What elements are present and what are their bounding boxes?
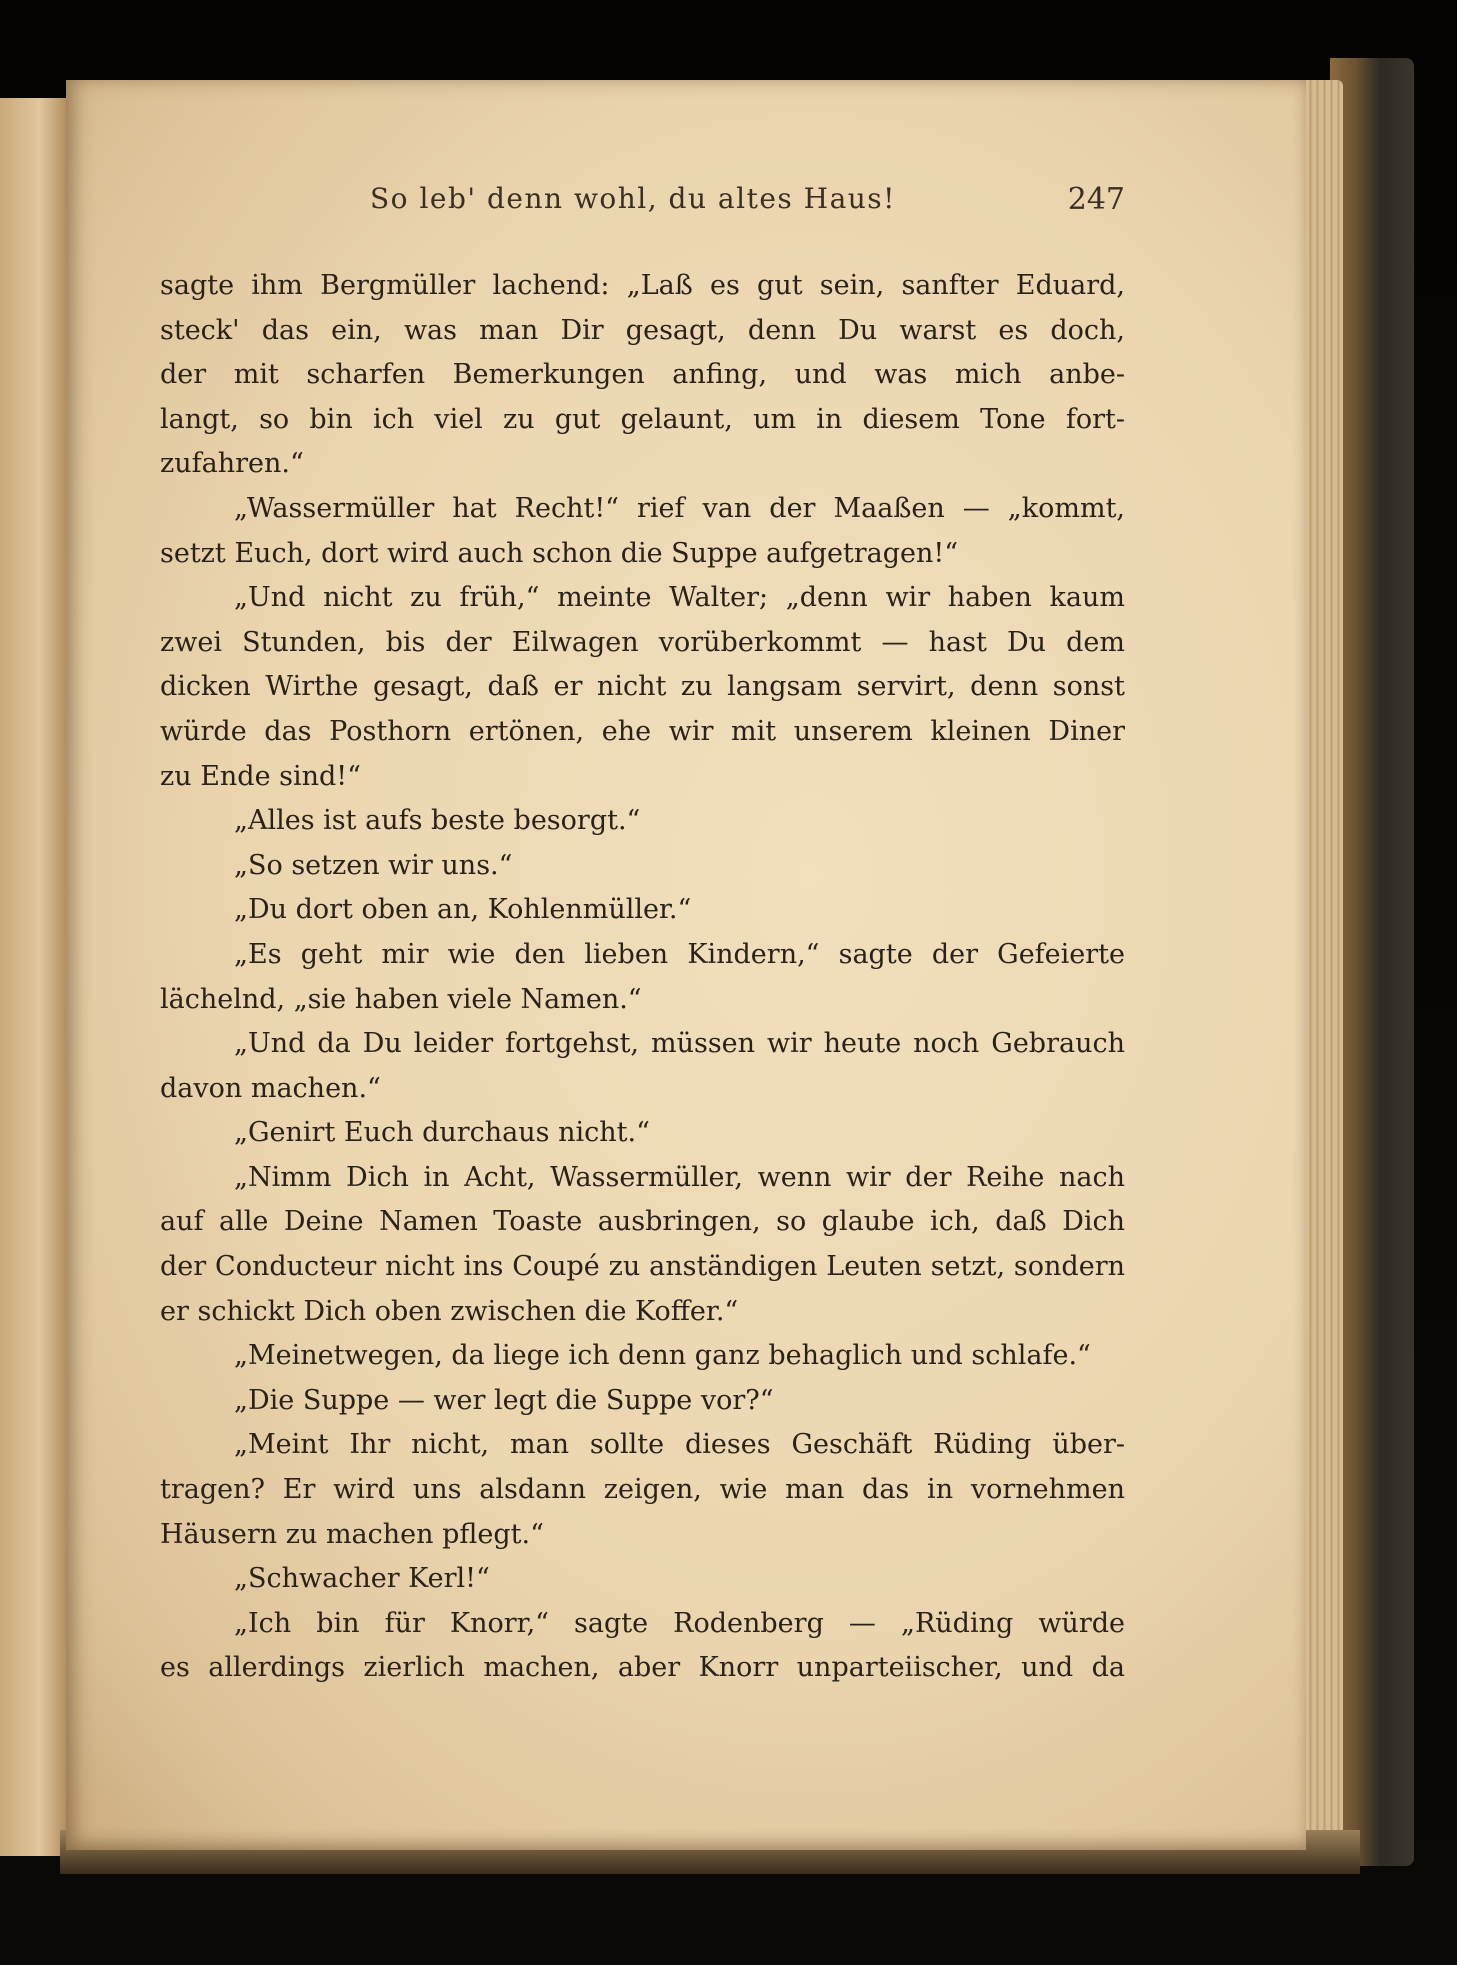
text-line: „Schwacher Kerl!“	[234, 1563, 490, 1595]
facing-page-edge	[0, 98, 68, 1856]
text-line: „So setzen wir uns.“	[234, 849, 513, 881]
text-line: setzt Euch, dort wird auch schon die Suppe aufgetragen!“	[160, 537, 959, 569]
text-line: „Es geht mir wie den lieben Kindern,“ sagte der Gefeierte	[234, 938, 1125, 970]
text-line: „Ich bin für Knorr,“ sagte Rodenberg — „Rüding würde	[234, 1607, 1125, 1639]
text-line: würde das Posthorn ertönen, ehe wir mit unserem kleinen Diner	[160, 715, 1125, 747]
text-line: zwei Stunden, bis der Eilwagen vorüberkommt — hast Du dem	[160, 626, 1125, 658]
text-line: der mit scharfen Bemerkungen anfing, und was mich anbe-	[160, 359, 1125, 391]
text-line: zufahren.“	[160, 448, 304, 480]
text-line: „Du dort oben an, Kohlenmüller.“	[234, 894, 692, 926]
text-line: der Conducteur nicht ins Coupé zu anständigen Leuten setzt, sondern	[160, 1251, 1125, 1283]
text-line: „Und da Du leider fortgehst, müssen wir heute noch Gebrauch	[234, 1028, 1125, 1060]
page-number: 247	[1067, 182, 1125, 217]
text-line: auf alle Deine Namen Toaste ausbringen, so glaube ich, daß Dich	[160, 1206, 1125, 1238]
text-line: dicken Wirthe gesagt, daß er nicht zu langsam servirt, denn sonst	[160, 671, 1125, 703]
text-line: „Wassermüller hat Recht!“ rief van der Maaßen — „kommt,	[234, 492, 1125, 524]
text-line: langt, so bin ich viel zu gut gelaunt, um in diesem Tone fort-	[160, 403, 1125, 435]
text-line: Häusern zu machen pflegt.“	[160, 1518, 544, 1550]
text-line: tragen? Er wird uns alsdann zeigen, wie man das in vornehmen	[160, 1474, 1125, 1506]
text-line: „Genirt Euch durchaus nicht.“	[234, 1117, 650, 1149]
text-line: sagte ihm Bergmüller lachend: „Laß es gut sein, sanfter Eduard,	[160, 270, 1125, 301]
text-line: er schickt Dich oben zwischen die Koffer.“	[160, 1295, 739, 1327]
text-line: „Alles ist aufs beste besorgt.“	[234, 805, 641, 837]
text-line: „Und nicht zu früh,“ meinte Walter; „denn wir haben kaum	[234, 582, 1125, 614]
running-title: So leb' denn wohl, du altes Haus!	[370, 182, 896, 215]
text-line: lächelnd, „sie haben viele Namen.“	[160, 983, 642, 1015]
text-line: „Die Suppe — wer legt die Suppe vor?“	[234, 1384, 774, 1416]
text-line: davon machen.“	[160, 1072, 381, 1104]
text-line: „Nimm Dich in Acht, Wassermüller, wenn wir der Reihe nach	[234, 1161, 1125, 1193]
text-line: es allerdings zierlich machen, aber Knorr unparteiischer, und da	[160, 1652, 1125, 1684]
text-line: „Meint Ihr nicht, man sollte dieses Geschäft Rüding über-	[234, 1429, 1125, 1461]
running-head	[160, 182, 1125, 222]
body-text	[160, 264, 1125, 1691]
text-line: zu Ende sind!“	[160, 760, 361, 792]
text-line: „Meinetwegen, da liege ich denn ganz behaglich und schlafe.“	[234, 1340, 1091, 1372]
text-line: steck' das ein, was man Dir gesagt, denn Du warst es doch,	[160, 314, 1125, 346]
